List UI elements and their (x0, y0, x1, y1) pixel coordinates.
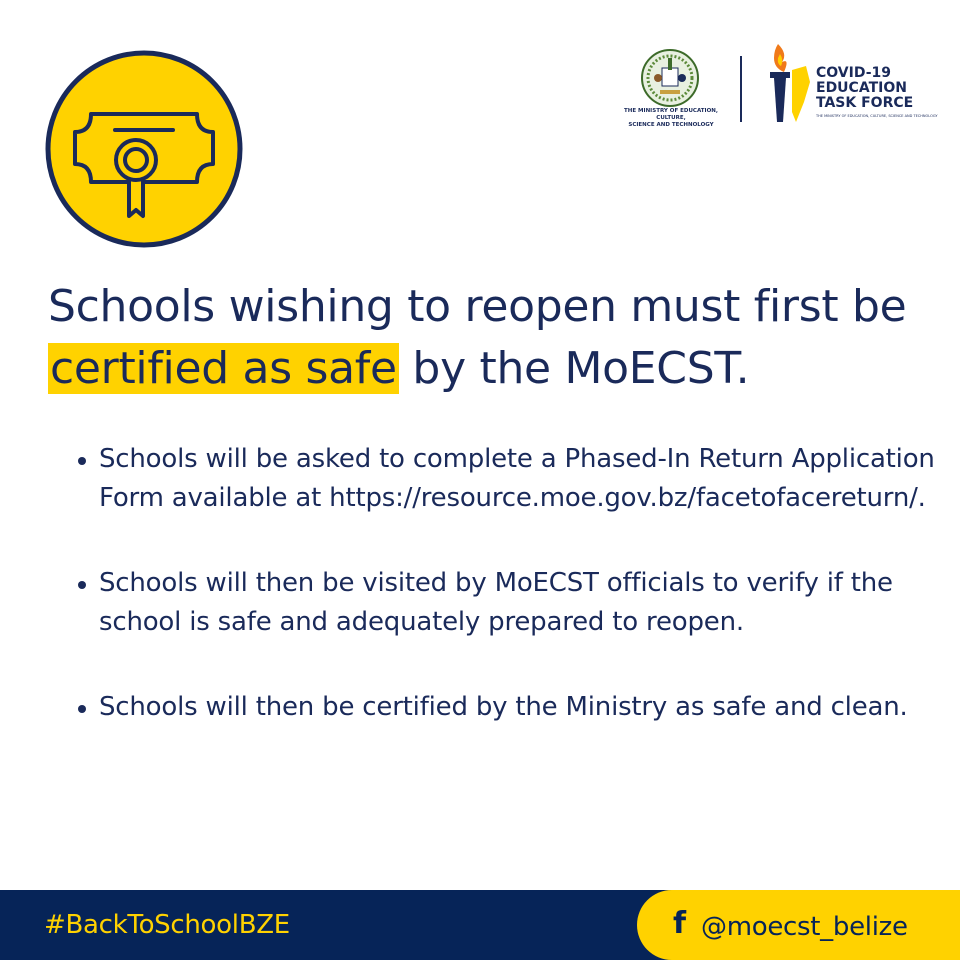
bullet-dot (78, 581, 86, 589)
bullet-text: Schools will then be visited by MoECST officials to verify if the school is safe and adequately prepared to reopen. (99, 568, 893, 637)
headline-part2: by the MoECST. (398, 343, 750, 394)
ministry-caption: THE MINISTRY OF EDUCATION, CULTURE, SCIENCE AND TECHNOLOGY (624, 108, 718, 128)
headline-highlight: certified as safe (50, 343, 397, 394)
social-handle: @moecst_belize (701, 912, 908, 942)
headline-part1: Schools wishing to reopen must first be (48, 281, 907, 332)
bullet-dot (78, 457, 86, 465)
taskforce-title: COVID-19 EDUCATION TASK FORCE (816, 65, 914, 111)
facebook-icon: f (673, 906, 687, 941)
bullet-text: Schools will be asked to complete a Phased-In Return Application Form available at https://resource.moe.gov.bz/facetofacereturn/. (99, 444, 935, 513)
certificate-badge-icon (45, 50, 243, 248)
bullet-dot (78, 705, 86, 713)
list-item (76, 564, 936, 642)
torch-icon (762, 42, 812, 126)
social-handle-pill[interactable] (637, 890, 960, 960)
hashtag: #BackToSchoolBZE (44, 910, 290, 940)
belize-coat-of-arms-icon (640, 48, 700, 108)
bullet-list (76, 440, 936, 773)
list-item (76, 688, 936, 727)
headline (48, 276, 928, 400)
taskforce-subtitle: THE MINISTRY OF EDUCATION, CULTURE, SCIENCE AND TECHNOLOGY (816, 114, 938, 118)
partner-logos (612, 42, 938, 132)
bullet-text: Schools will then be certified by the Ministry as safe and clean. (99, 692, 908, 722)
logo-divider (740, 56, 742, 122)
list-item (76, 440, 936, 518)
